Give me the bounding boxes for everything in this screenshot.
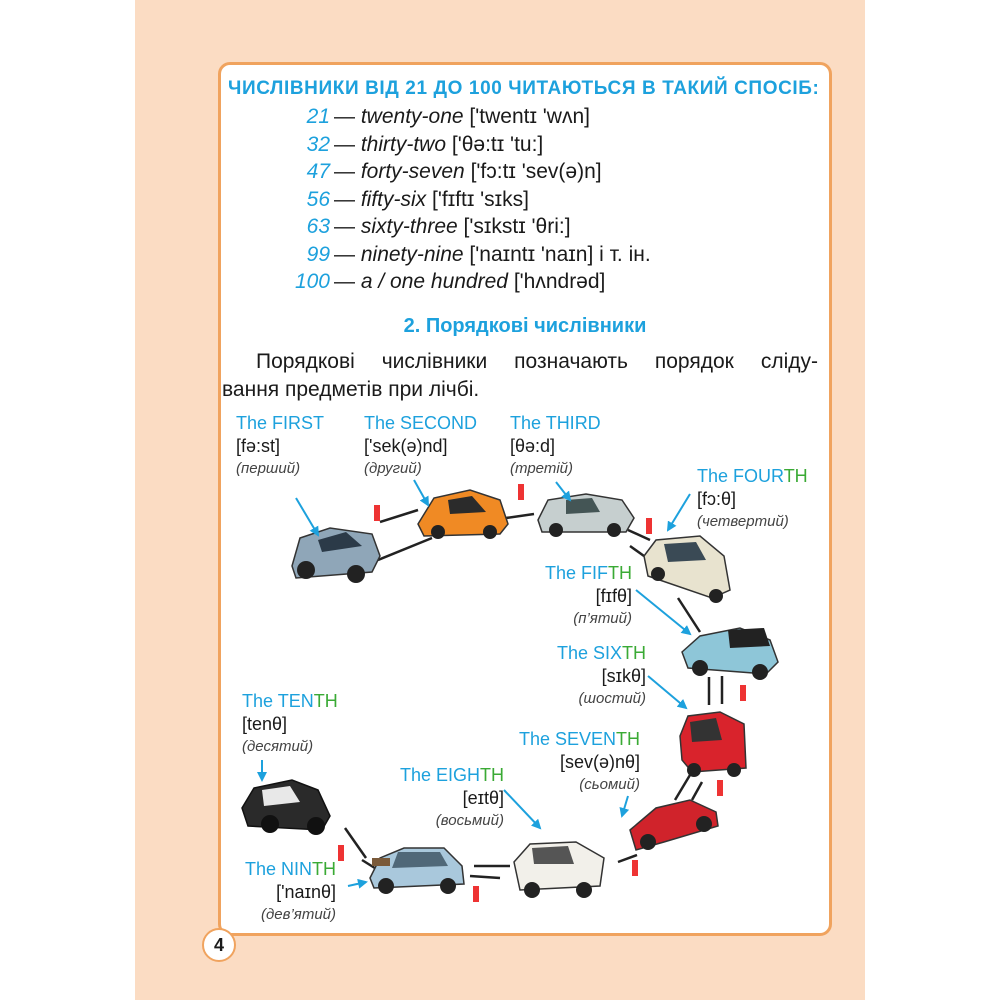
dash: — [334,160,361,183]
ordinal-fifth [540,562,632,630]
ordinal-name: The FIF [544,563,608,583]
ordinal-ipa: [tenθ] [242,714,288,734]
ordinal-fourth [697,465,808,533]
ordinal-name: The FOUR [697,466,784,486]
ordinal-translation: (дев’ятий) [261,906,336,923]
number-word: forty-seven [360,160,465,183]
ordinal-name: The SIX [556,643,622,663]
ordinal-third [510,412,601,480]
number-value: 56 [306,187,330,211]
ordinal-name: The EIGH [399,765,480,785]
ordinal-ipa: ['sek(ə)nd] [364,436,448,456]
number-extra: і т. ін. [593,242,651,266]
ordinal-name: The TEN [242,691,314,711]
ordinal-ipa: [fə:st] [236,436,281,456]
ordinal-second [364,412,477,480]
arrow [622,796,628,816]
dash: — [334,187,361,211]
ordinal-tenth [242,690,338,758]
number-value: 100 [294,270,330,293]
number-ipa: ['fɔ:tɪ 'sev(ə)n] [470,160,602,183]
ordinal-ipa: [eɪtθ] [462,788,504,808]
car-4-image [644,536,730,603]
road-marker [717,780,723,796]
number-ipa: ['θə:tɪ 'tu:] [451,132,544,156]
paragraph-line: Порядкові числівники позначають порядок сліду- [256,350,818,373]
number-value: 21 [306,105,330,128]
ordinal-ipa: [fɪfθ] [595,586,632,606]
ordinal-ninth [236,858,336,926]
ordinal-translation: (четвертий) [697,513,789,530]
road-marker [646,518,652,534]
road-marker [473,886,479,902]
section-title: 2. Порядкові числівники [403,315,647,337]
car-8-image [514,842,604,898]
car-5-image [682,628,778,680]
car-1-image [292,528,380,583]
number-ipa: ['hʌndrəd] [513,270,606,293]
number-value: 47 [306,160,330,183]
road-marker [518,484,524,500]
ordinal-name: The SEVEN [518,729,616,749]
number-word: fifty-six [360,187,427,211]
ordinal-ipa: [sev(ə)nθ] [559,752,640,772]
car-9-image [370,848,464,894]
arrow [648,676,686,708]
ordinal-first [236,412,324,480]
ordinal-suffix: TH [616,729,640,749]
arrow [348,882,366,886]
ordinal-suffix: TH [622,643,646,663]
car-10-image [242,780,330,835]
ordinal-suffix: TH [313,691,338,711]
number-word: a / one hundred [360,270,508,293]
ordinal-translation: (десятий) [242,738,314,755]
number-word: ninety-nine [360,242,464,266]
ordinal-ipa: [θə:d] [510,436,556,456]
paragraph-line: вання предметів при лічбі. [222,378,480,401]
ordinal-suffix: TH [480,765,504,785]
ordinal-ipa: ['naɪnθ] [276,882,336,902]
ordinal-sixth [546,642,646,710]
ordinal-seventh [516,728,640,796]
ordinal-name: The THIRD [510,413,601,433]
road-marker [632,860,638,876]
ordinal-name: The NIN [244,859,312,879]
dash: — [334,270,361,293]
car-2-image [418,490,508,539]
ordinal-translation: (перший) [236,460,301,477]
number-word: sixty-three [360,215,458,238]
arrow [414,480,428,505]
ordinal-suffix: TH [608,563,632,583]
dash: — [334,242,361,266]
dash: — [334,132,361,156]
road-marker [338,845,344,861]
ordinal-ipa: [sɪkθ] [601,666,646,686]
number-ipa: ['sɪkstɪ 'θri:] [463,215,571,238]
car-7-image [630,800,718,850]
number-value: 99 [306,242,330,266]
ordinal-translation: (сьомий) [579,776,640,793]
number-ipa: ['twentɪ 'wʌn] [469,105,590,128]
page-number: 4 [202,928,236,962]
section-heading: ЧИСЛІВНИКИ ВІД 21 ДО 100 ЧИТАЮТЬСЯ В ТАКИЙ СПОСІБ: [228,78,820,99]
ordinal-name: The FIRST [236,413,325,433]
arrow [296,498,318,535]
ordinal-translation: (п’ятий) [573,610,632,627]
road-marker [740,685,746,701]
road-marker [374,505,380,521]
number-ipa: ['fɪftɪ 'sɪks] [432,187,529,211]
ordinal-ipa: [fɔ:θ] [697,489,737,509]
ordinal-translation: (шостий) [578,690,646,707]
car-3-image [538,494,634,537]
ordinal-suffix: TH [783,466,808,486]
ordinal-translation: (третій) [510,460,574,477]
number-value: 63 [306,215,330,238]
arrow [668,494,690,530]
ordinal-eighth [392,764,504,832]
number-ipa: ['naɪntɪ 'naɪn] [469,242,594,266]
arrow [636,590,690,634]
dash: — [334,105,361,128]
number-word: twenty-one [360,105,464,128]
ordinal-suffix: TH [312,859,336,879]
ordinal-name: The SECOND [364,413,478,433]
number-word: thirty-two [360,132,447,156]
ordinal-translation: (восьмий) [435,812,504,829]
car-6-image [680,712,746,777]
dash: — [334,215,361,238]
ordinal-translation: (другий) [364,460,422,477]
number-value: 32 [306,132,330,156]
